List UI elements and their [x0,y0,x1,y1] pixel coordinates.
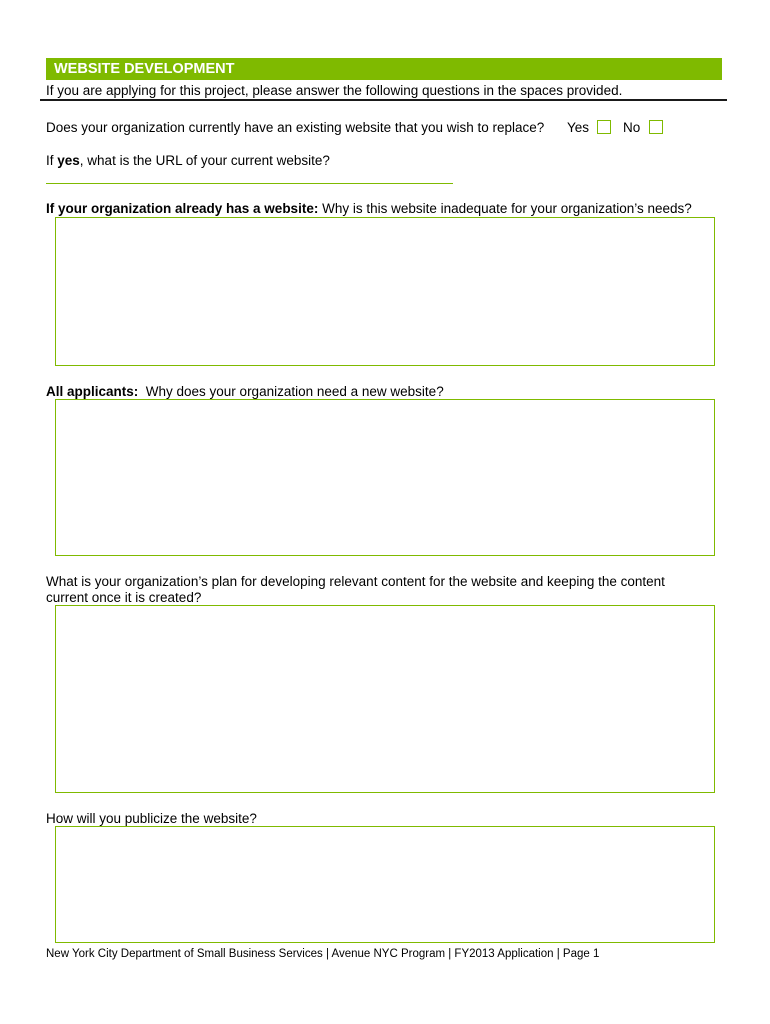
no-label: No [623,120,641,135]
url-question [46,152,330,169]
existing-site-question: Does your organization currently have an existing website that you wish to replace? [46,120,545,135]
need-question [46,383,444,400]
inadequate-question [46,200,692,217]
section-intro: If you are applying for this project, please answer the following questions in the spaces provided. [46,83,623,98]
url-question-suffix: , what is the URL of your current website? [79,153,330,168]
url-question-yes: yes [57,153,80,168]
url-question-prefix: If [46,153,58,168]
content-plan-question-line2: current once it is created? [46,590,202,605]
need-question-text: Why does your organization need a new website? [138,384,444,399]
need-answer-box[interactable] [55,399,715,556]
yes-checkbox[interactable] [597,120,611,134]
no-checkbox[interactable] [649,120,663,134]
content-plan-answer-box[interactable] [55,605,715,793]
section-title: WEBSITE DEVELOPMENT [54,61,235,77]
need-question-bold: All applicants: [46,384,139,399]
content-plan-question-line1: What is your organization’s plan for developing relevant content for the website and keeping the content [46,574,665,589]
inadequate-question-text: Why is this website inadequate for your organization’s needs? [318,201,692,216]
inadequate-question-bold: If your organization already has a website: [46,201,319,216]
publicize-question: How will you publicize the website? [46,811,257,826]
intro-divider [40,99,727,101]
yes-label: Yes [567,120,590,135]
inadequate-answer-box[interactable] [55,217,715,366]
page-footer: New York City Department of Small Business Services | Avenue NYC Program | FY2013 Application | Page 1 [46,948,600,960]
url-input-line[interactable] [46,183,453,184]
publicize-answer-box[interactable] [55,826,715,943]
section-header [46,58,722,80]
